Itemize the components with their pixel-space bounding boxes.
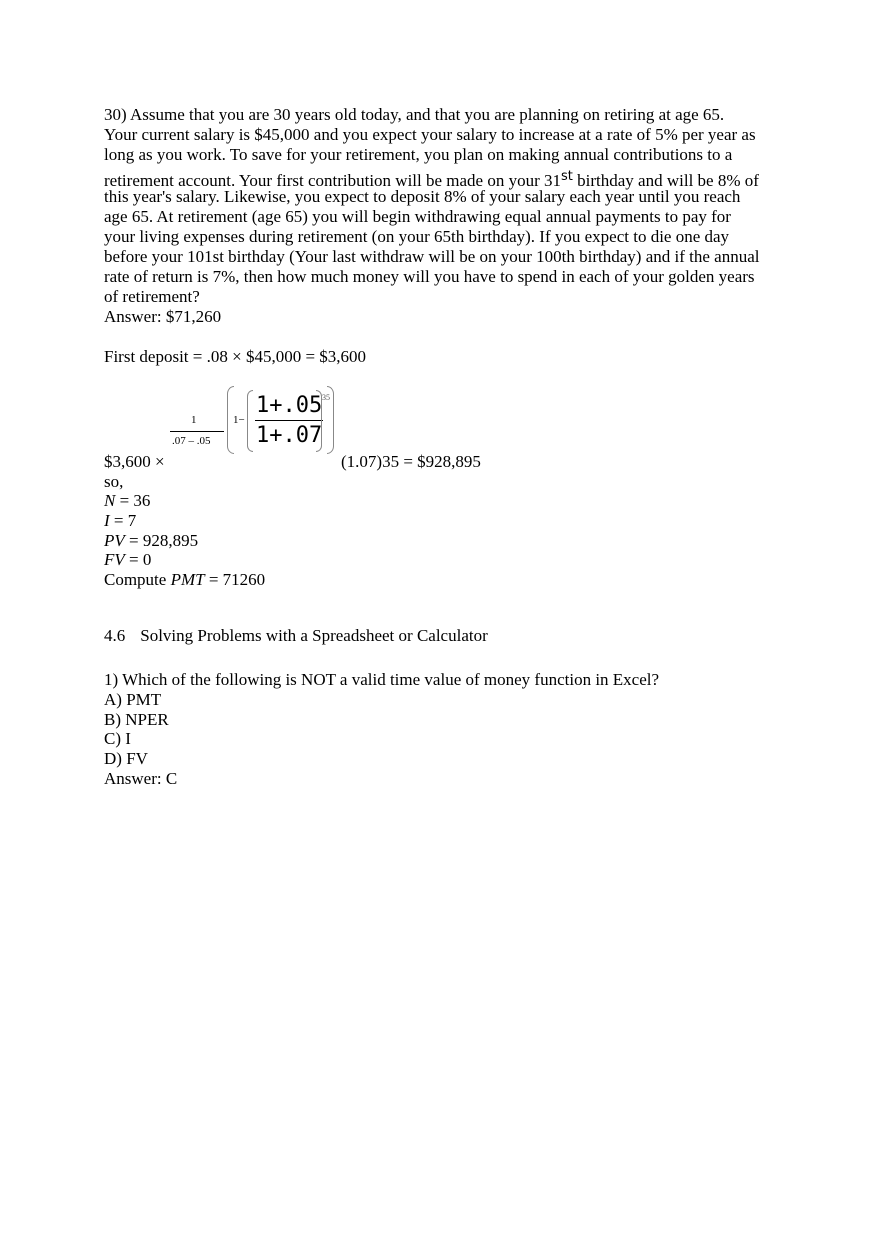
q30-line-3: long as you work. To save for your retirement, you plan on making annual contributions to a [104,145,733,164]
pmt-label: PMT [170,570,205,589]
fv-label: FV [104,550,125,569]
formula-ratio-numerator: 1+.05 [256,393,323,418]
formula-frac-numerator: 1 [191,414,197,426]
q1-option-d: D) FV [104,749,148,768]
q30-line-9: rate of return is 7%, then how much money will you have to spend in each of your golden years [104,267,755,286]
formula-frac-bar [170,431,224,432]
pv-value: = 928,895 [124,531,199,550]
q1-answer: Answer: C [104,769,178,788]
q30-superscript: st [561,169,573,184]
q1-text: 1) Which of the following is NOT a valid time value of money function in Excel? [104,670,660,689]
fv-value: = 0 [124,550,152,569]
formula-outer-right-paren [327,386,334,454]
n-value: = 36 [115,491,151,510]
i-line [104,511,136,531]
fv-line [104,550,151,570]
so-line: so, [104,472,124,491]
q30-line-8: before your 101st birthday (Your last withdraw will be on your 100th birthday) and if the annual [104,247,760,266]
q30-line-7: your living expenses during retirement (on your 65th birthday). If you expect to die one day [104,227,730,246]
q30-line-4-text-a: retirement account. Your first contribution will be made on your 31 [104,171,562,190]
formula-suffix: (1.07)35 = $928,895 [341,452,481,471]
i-label: I [104,511,110,530]
section-heading [104,626,488,646]
formula-ratio-bar [255,420,323,421]
section-title: Solving Problems with a Spreadsheet or Calculator [140,626,488,645]
n-line [104,491,150,511]
formula-one-minus: 1− [233,414,245,426]
q30-line-6: age 65. At retirement (age 65) you will begin withdrawing equal annual payments to pay for [104,207,731,226]
formula-frac-denominator: .07 – .05 [172,435,211,447]
q30-line-4-text-b: birthday and will be 8% of [572,171,759,190]
formula-exponent: 35 [322,393,330,402]
compute-prefix: Compute [104,570,171,589]
n-label: N [104,491,116,510]
formula-inner-left-paren [247,390,253,452]
compute-line [104,570,265,590]
q30-line-10: of retirement? [104,287,200,306]
pv-line [104,531,198,551]
i-value: = 7 [109,511,137,530]
q1-option-b: B) NPER [104,710,169,729]
formula-ratio-denominator: 1+.07 [256,423,323,448]
q1-option-a: A) PMT [104,690,162,709]
q30-answer: Answer: $71,260 [104,307,222,326]
q1-option-c: C) I [104,729,131,748]
q30-line-5: this year's salary. Likewise, you expect to deposit 8% of your salary each year until you reach [104,187,741,206]
first-deposit-line: First deposit = .08 × $45,000 = $3,600 [104,347,367,366]
section-number: 4.6 [104,626,126,645]
q30-line-1: 30) Assume that you are 30 years old today, and that you are planning on retiring at age 65. [104,105,725,124]
formula-prefix: $3,600 × [104,452,165,471]
q30-line-2: Your current salary is $45,000 and you expect your salary to increase at a rate of 5% per year as [104,125,756,144]
pmt-value: = 71260 [204,570,266,589]
pv-label: PV [104,531,125,550]
